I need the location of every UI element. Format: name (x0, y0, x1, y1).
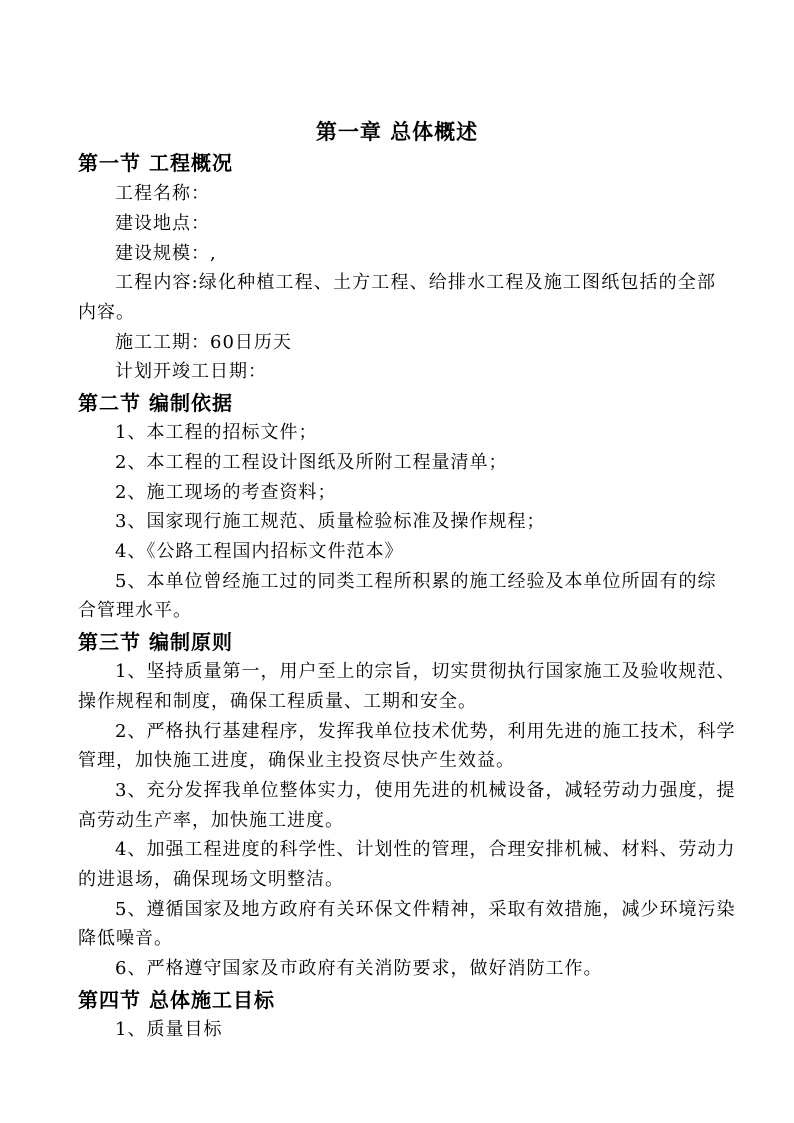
paragraph-line: 的进退场，确保现场文明整洁。 (78, 869, 344, 890)
paragraph-line: 4、加强工程进度的科学性、计划性的管理，合理安排机械、材料、劳动力 (115, 839, 736, 860)
paragraph-line: 3、充分发挥我单位整体实力，使用先进的机械设备，减轻劳动力强度，提 (115, 780, 736, 801)
paragraph-line: 2、严格执行基建程序，发挥我单位技术优势，利用先进的施工技术，科学 (115, 721, 736, 742)
paragraph-line: 工程内容:绿化种植工程、土方工程、给排水工程及施工图纸包括的全部 (115, 272, 716, 293)
paragraph-line: 建设规模：, (115, 243, 217, 264)
paragraph-line: 4、《公路工程国内招标文件范本》 (115, 541, 404, 562)
paragraph-line: 2、本工程的工程设计图纸及所附工程量清单； (115, 452, 508, 473)
chapter-title: 第一章 总体概述 (315, 119, 479, 144)
paragraph-line: 2、施工现场的考查资料； (115, 482, 337, 503)
section-title-4: 第四节 总体施工目标 (78, 988, 275, 1012)
section-title-2: 第二节 编制依据 (78, 391, 233, 415)
paragraph-line: 1、坚持质量第一，用户至上的宗旨，切实贯彻执行国家施工及验收规范、 (115, 661, 736, 682)
section-title-1: 第一节 工程概况 (78, 151, 233, 175)
paragraph-line: 5、遵循国家及地方政府有关环保文件精神，采取有效措施，减少环境污染 (115, 899, 736, 920)
paragraph-line: 操作规程和制度，确保工程质量、工期和安全。 (78, 691, 477, 712)
paragraph-line: 高劳动生产率，加快施工进度。 (78, 810, 344, 831)
paragraph-line: 建设地点： (115, 213, 210, 234)
paragraph-line: 1、质量目标 (115, 1019, 223, 1040)
paragraph-line: 计划开竣工日期： (115, 361, 267, 382)
paragraph-line: 降低噪音。 (78, 928, 173, 949)
paragraph-line: 3、国家现行施工规范、质量检验标准及操作规程； (115, 511, 546, 532)
paragraph-line: 管理，加快施工进度，确保业主投资尽快产生效益。 (78, 750, 515, 771)
paragraph-line: 施工工期：60日历天 (115, 332, 292, 353)
paragraph-line: 5、本单位曾经施工过的同类工程所积累的施工经验及本单位所固有的综 (115, 571, 717, 592)
paragraph-line: 工程名称： (115, 183, 210, 204)
paragraph-line: 合管理水平。 (78, 600, 192, 621)
section-title-3: 第三节 编制原则 (78, 630, 233, 654)
paragraph-line: 1、本工程的招标文件； (115, 422, 318, 443)
paragraph-line: 内容。 (78, 302, 135, 323)
paragraph-line: 6、严格遵守国家及市政府有关消防要求，做好消防工作。 (115, 958, 603, 979)
